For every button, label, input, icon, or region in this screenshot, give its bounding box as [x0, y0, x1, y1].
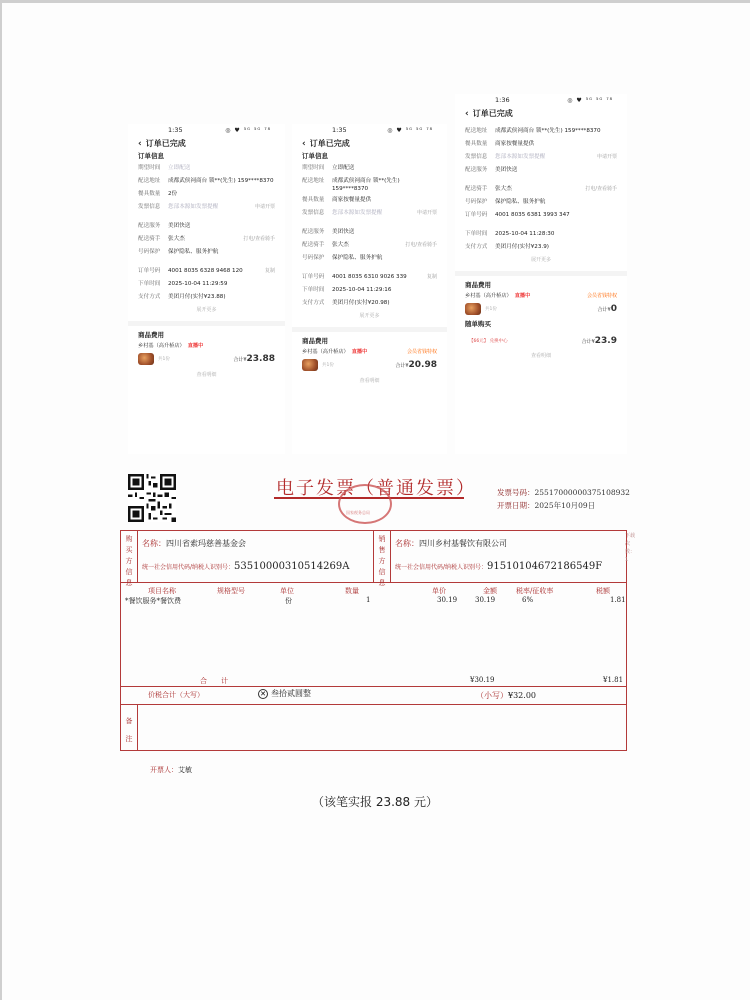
info-value: 4001 8035 6328 9468 120	[168, 268, 243, 274]
clock: 1:35	[332, 126, 347, 134]
status-bar	[128, 124, 285, 136]
col-tax: 税额	[596, 587, 610, 595]
info-value: 2025-10-04 11:29:16	[332, 287, 392, 293]
info-key: 餐具数量	[302, 197, 325, 203]
info-row	[455, 166, 627, 176]
expand-more: 展开更多	[530, 257, 551, 263]
order-status-title	[292, 136, 447, 151]
info-value: 美团月付(实付¥23.88)	[168, 294, 226, 300]
info-value: 您部本源如发票提醒	[332, 210, 383, 216]
info-key: 发票信息	[138, 204, 161, 210]
info-key: 配送地址	[465, 128, 488, 134]
divider	[120, 686, 627, 687]
info-key: 餐具数量	[465, 141, 488, 147]
signal-icons: ◎ ♥ ⁵ᴳ ⁵ᴳ ⁷⁸	[387, 126, 433, 134]
view-details: 查看明细	[196, 372, 217, 378]
info-value: 2份	[168, 191, 178, 197]
info-value: 保护隐私、服务护航	[332, 255, 383, 261]
buyer-name-label: 名称：	[142, 539, 166, 548]
expand-more: 展开更多	[359, 313, 380, 319]
buyer-tax-label: 统一社会信用代码/纳税人识别号：	[142, 564, 235, 571]
subtotal-amount: ¥30.19	[470, 676, 495, 684]
food-quantity: 共1份	[158, 357, 170, 362]
col-amount: 金额	[483, 587, 497, 595]
item-tax: 1.81	[610, 596, 626, 604]
info-row	[128, 203, 285, 213]
signal-icons: ◎ ♥ ⁵ᴳ ⁵ᴳ ⁷⁸	[225, 126, 271, 134]
info-value: 2025-10-04 11:28:30	[495, 231, 555, 237]
divider	[120, 704, 627, 705]
info-key: 配送地址	[138, 178, 161, 184]
info-value: 美团快送	[495, 167, 518, 173]
item-unit-price: 30.19	[437, 596, 458, 604]
shop-name-wrap	[465, 292, 587, 299]
info-row	[455, 230, 627, 240]
food-total	[598, 304, 617, 314]
info-row	[128, 267, 285, 277]
food-row	[128, 349, 285, 369]
info-row	[128, 177, 285, 187]
expand-more: 展开更多	[196, 307, 217, 313]
food-thumbnail	[465, 303, 481, 315]
status-bar	[292, 124, 447, 136]
total-label: 合计¥	[581, 339, 595, 345]
info-key: 配送地址	[302, 178, 325, 184]
info-action: 申请开票	[254, 204, 275, 210]
info-row	[292, 209, 447, 219]
info-row	[455, 140, 627, 150]
info-value: 美团月付(实付¥23.9)	[495, 244, 549, 250]
info-value: 4001 8035 6310 9026 339	[332, 274, 407, 280]
back-chevron-icon: ‹	[138, 139, 142, 149]
info-value: 您部本源如发票提醒	[168, 204, 219, 210]
info-action: 申请开票	[596, 154, 617, 160]
info-row	[128, 222, 285, 232]
divider	[373, 530, 374, 582]
extra-total	[582, 336, 617, 346]
item-name: *餐饮服务*餐饮费	[125, 597, 181, 605]
info-value: 立即配送	[168, 165, 191, 171]
member-badge: 会员省钱特权	[406, 349, 437, 355]
shop-name: 乡村基（高升桥店）	[302, 349, 349, 355]
seal-text: 国家税务总局	[346, 510, 370, 515]
divider	[137, 704, 138, 751]
download-count-text: 下载次数：1	[625, 533, 636, 563]
info-value: 成都武侯祠商台 锁**(先生) 159****8370	[495, 128, 601, 134]
fee-section-title: 商品费用	[128, 321, 285, 342]
info-row	[292, 228, 447, 238]
food-row	[292, 355, 447, 375]
info-key: 配送骑手	[138, 236, 161, 242]
info-key: 期望时间	[138, 165, 161, 171]
divider	[120, 582, 627, 583]
info-action: 复制	[426, 274, 437, 280]
info-row	[455, 153, 627, 163]
item-quantity: 1	[366, 596, 371, 604]
total-label: 合计¥	[597, 307, 611, 313]
info-row	[128, 293, 285, 303]
info-key: 号码保护	[302, 255, 325, 261]
info-action: 打电/查看骑手	[243, 236, 275, 242]
seller-tax-row	[395, 561, 602, 572]
seller-name-label: 名称：	[395, 539, 419, 548]
seller-side-label: 销售方信息	[378, 535, 386, 587]
issuer-name: 艾敏	[178, 766, 192, 774]
info-row	[128, 248, 285, 258]
info-row	[128, 190, 285, 200]
info-row	[292, 241, 447, 251]
total-words: 叁拾贰圆整	[271, 689, 311, 698]
info-key: 下单时间	[302, 287, 325, 293]
live-badge: 直播中	[514, 293, 531, 299]
order-status-text: 订单已完成	[145, 139, 186, 148]
total-words-row	[258, 688, 311, 699]
order-status-title	[128, 136, 285, 151]
info-row	[292, 196, 447, 206]
food-quantity: 共1份	[485, 307, 497, 312]
info-value: 成都武侯祠商台 锁**(先生) 159****8370	[168, 178, 274, 184]
info-key: 下单时间	[465, 231, 488, 237]
info-row	[455, 185, 627, 195]
col-tax-rate: 税率/征收率	[516, 587, 554, 595]
invoice-number: 25517000000375108932	[534, 488, 630, 497]
buyer-tax-row	[142, 561, 349, 572]
extra-row	[455, 332, 627, 350]
col-quantity: 数量	[345, 587, 359, 595]
info-value: 张大杰	[332, 242, 349, 248]
food-total	[395, 360, 437, 370]
seller-name: 四川乡村基餐饮有限公司	[419, 539, 507, 548]
info-value: 您部本源如发票提醒	[495, 154, 546, 160]
info-row	[292, 286, 447, 296]
total-value: 23.9	[594, 336, 617, 346]
shop-name-wrap	[302, 348, 407, 355]
fee-section-title: 商品费用	[292, 327, 447, 348]
info-key: 下单时间	[138, 281, 161, 287]
col-spec: 规格型号	[217, 587, 245, 595]
info-key: 发票信息	[465, 154, 488, 160]
invoice-meta	[497, 486, 630, 512]
info-value: 立即配送	[332, 165, 355, 171]
info-value: 张大杰	[495, 186, 512, 192]
info-value: 美团快送	[332, 229, 355, 235]
info-key: 配送骑手	[302, 242, 325, 248]
col-item-name: 项目名称	[148, 587, 176, 595]
extra-purchase-label: 随单购买	[465, 320, 491, 328]
order-info-heading: 订单信息	[138, 152, 164, 160]
shop-name: 乡村基（高升桥店）	[138, 343, 185, 349]
info-value: 保护隐私、服务护航	[168, 249, 219, 255]
info-row	[292, 273, 447, 283]
order-screenshot-2	[292, 124, 447, 454]
food-row	[455, 299, 627, 319]
order-info-heading: 订单信息	[302, 152, 328, 160]
buyer-name-row	[142, 538, 246, 549]
info-key: 支付方式	[302, 300, 325, 306]
info-value: 保护隐私、服务护航	[495, 199, 546, 205]
info-row	[128, 164, 285, 174]
info-row	[292, 254, 447, 264]
food-total	[233, 354, 275, 364]
info-key: 订单号码	[302, 274, 325, 280]
info-key: 号码保护	[138, 249, 161, 255]
scan-edge-top	[0, 0, 750, 3]
info-key: 支付方式	[465, 244, 488, 250]
info-value: 商家按餐量提供	[495, 141, 535, 147]
buyer-tax-id: 53510000310514269A	[234, 561, 350, 572]
total-words-label: 价税合计（大写）	[148, 691, 204, 699]
order-screenshot-3	[455, 94, 627, 454]
info-row	[292, 299, 447, 309]
info-action: 申请开票	[416, 210, 437, 216]
issuer-label: 开票人：	[150, 766, 178, 774]
order-status-text: 订单已完成	[472, 109, 513, 118]
info-key: 订单号码	[138, 268, 161, 274]
shop-name: 乡村基（高升桥店）	[465, 293, 512, 299]
info-row	[292, 164, 447, 174]
tax-seal-icon	[338, 484, 392, 524]
order-screenshot-1	[128, 124, 285, 454]
info-key: 发票信息	[302, 210, 325, 216]
info-value: 美团月付(实付¥20.98)	[332, 300, 390, 306]
total-value: 23.88	[246, 354, 275, 364]
total-small-label: （小写）	[476, 691, 508, 700]
info-row	[128, 280, 285, 290]
food-thumbnail	[302, 359, 318, 371]
info-key: 餐具数量	[138, 191, 161, 197]
info-value: 成都武侯祠商台 锁**(先生) 159****8370	[332, 178, 400, 192]
reimbursement-caption: （该笔实报 23.88 元）	[312, 795, 438, 809]
subtotal-tax: ¥1.81	[603, 676, 624, 684]
member-badge: 会员省钱特权	[586, 293, 617, 299]
info-key: 订单号码	[465, 212, 488, 218]
info-value: 张大杰	[168, 236, 185, 242]
live-badge: 直播中	[351, 349, 368, 355]
info-action: 打电/查看骑手	[405, 242, 437, 248]
food-quantity: 共1份	[322, 363, 334, 368]
col-unit: 单位	[280, 587, 294, 595]
info-key: 期望时间	[302, 165, 325, 171]
shop-row	[128, 342, 285, 349]
seller-tax-label: 统一社会信用代码/纳税人识别号：	[395, 564, 488, 571]
divider	[137, 530, 138, 582]
status-bar	[455, 94, 627, 106]
cross-circle-icon: ✕	[258, 689, 268, 699]
order-status-title	[455, 106, 627, 121]
item-unit: 份	[285, 597, 292, 605]
info-row	[455, 243, 627, 253]
view-details: 查看明细	[359, 378, 380, 384]
extra-item: 【66元】 兑换中心	[469, 339, 508, 344]
info-row	[455, 198, 627, 208]
view-details: 查看明细	[530, 353, 551, 359]
invoice-date-label: 开票日期：	[497, 501, 535, 510]
total-label: 合计¥	[395, 363, 409, 369]
info-action: 打电/查看骑手	[585, 186, 617, 192]
total-label: 合计¥	[233, 357, 247, 363]
info-value: 商家按餐量提供	[332, 197, 372, 203]
shop-row	[292, 348, 447, 355]
total-value: 0	[610, 304, 617, 314]
order-status-text: 订单已完成	[309, 139, 350, 148]
signal-icons: ◎ ♥ ⁵ᴳ ⁵ᴳ ⁷⁸	[567, 96, 613, 104]
info-row	[292, 177, 447, 193]
info-value: 4001 8035 6381 3993 347	[495, 212, 570, 218]
total-small: ¥32.00	[508, 691, 536, 700]
invoice-number-label: 发票号码：	[497, 488, 535, 497]
clock: 1:35	[168, 126, 183, 134]
item-tax-rate: 6%	[522, 596, 534, 604]
col-unit-price: 单价	[432, 587, 446, 595]
back-chevron-icon: ‹	[465, 109, 469, 119]
buyer-side-label: 购买方信息	[125, 535, 133, 587]
divider	[390, 530, 391, 582]
live-badge: 直播中	[187, 343, 204, 349]
qr-code-icon	[128, 474, 176, 522]
info-value: 2025-10-04 11:29:59	[168, 281, 228, 287]
invoice-title: 电子发票（普通发票）	[276, 478, 476, 499]
info-key: 配送服务	[465, 167, 488, 173]
seller-tax-id: 91510104672186549F	[487, 561, 603, 572]
clock: 1:36	[495, 96, 510, 104]
invoice-date: 2025年10月09日	[534, 501, 596, 510]
info-key: 配送服务	[138, 223, 161, 229]
info-key: 支付方式	[138, 294, 161, 300]
fee-section-title: 商品费用	[455, 271, 627, 292]
info-key: 配送骑手	[465, 186, 488, 192]
total-value: 20.98	[408, 360, 437, 370]
scan-edge-left	[0, 0, 2, 1000]
info-row	[455, 211, 627, 221]
buyer-name: 四川省索玛慈善基金会	[166, 539, 246, 548]
subtotal-label: 合计	[200, 677, 242, 685]
shop-name-wrap	[138, 342, 275, 349]
total-small-row	[476, 690, 536, 701]
info-key: 配送服务	[302, 229, 325, 235]
seller-name-row	[395, 538, 507, 549]
food-thumbnail	[138, 353, 154, 365]
back-chevron-icon: ‹	[302, 139, 306, 149]
item-amount: 30.19	[475, 596, 496, 604]
info-action: 复制	[264, 268, 275, 274]
shop-row	[455, 292, 627, 299]
issuer-row	[150, 765, 192, 775]
info-row	[128, 235, 285, 245]
info-row	[455, 127, 627, 137]
info-value: 美团快送	[168, 223, 191, 229]
remarks-label: 备注	[125, 717, 133, 743]
info-key: 号码保护	[465, 199, 488, 205]
